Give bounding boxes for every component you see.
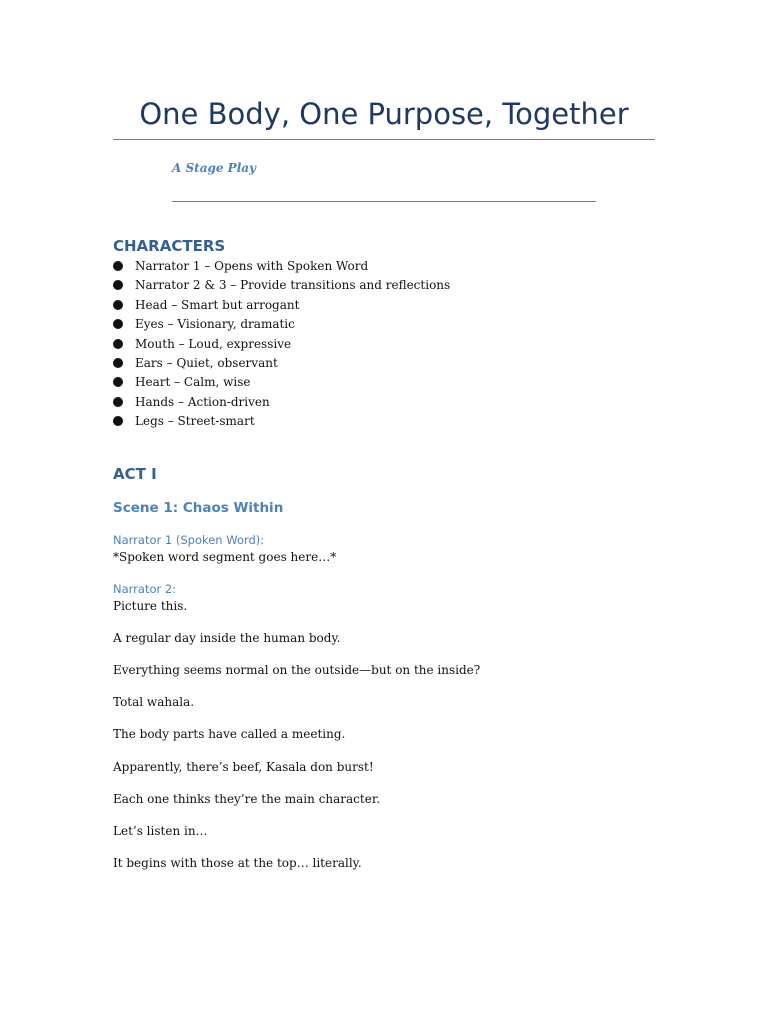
characters-heading: CHARACTERS: [113, 237, 226, 255]
document-subtitle: A Stage Play: [172, 161, 257, 175]
bullet-icon: [113, 416, 123, 426]
bullet-icon: [113, 377, 123, 387]
character-entry: Narrator 2 & 3 – Provide transitions and reflections: [135, 278, 451, 293]
character-entry: Mouth – Loud, expressive: [135, 336, 292, 351]
subtitle-underline: [172, 201, 596, 202]
bullet-icon: [113, 319, 123, 329]
bullet-icon: [113, 358, 123, 368]
dialogue-line: Let’s listen in…: [113, 824, 208, 838]
character-entry: Hands – Action-driven: [135, 394, 270, 409]
dialogue-line: Each one thinks they’re the main character.: [113, 792, 381, 806]
scene-heading: Scene 1: Chaos Within: [113, 500, 284, 516]
dialogue-line: A regular day inside the human body.: [113, 631, 341, 645]
dialogue-line: Apparently, there’s beef, Kasala don burst!: [113, 760, 374, 774]
narrator1-label: Narrator 1 (Spoken Word):: [113, 533, 265, 547]
bullet-icon: [113, 397, 123, 407]
bullet-icon: [113, 280, 123, 290]
dialogue-line: Total wahala.: [113, 695, 195, 709]
character-entry: Narrator 1 – Opens with Spoken Word: [135, 259, 369, 273]
list-item: [113, 335, 450, 354]
document-title: One Body, One Purpose, Together: [139, 97, 629, 131]
narrator2-label: Narrator 2:: [113, 582, 177, 596]
bullet-icon: [113, 339, 123, 349]
list-item: [113, 276, 450, 295]
list-item: [113, 296, 450, 315]
narrator1-text: *Spoken word segment goes here…*: [113, 550, 337, 564]
character-entry: Ears – Quiet, observant: [135, 355, 278, 370]
title-underline: [113, 139, 655, 140]
bullet-icon: [113, 261, 123, 271]
bullet-icon: [113, 300, 123, 310]
character-entry: Eyes – Visionary, dramatic: [135, 317, 295, 332]
list-item: [113, 373, 450, 392]
act-heading: ACT I: [113, 465, 157, 483]
dialogue-line: It begins with those at the top… literally.: [113, 856, 362, 870]
dialogue-line: Picture this.: [113, 599, 188, 613]
dialogue-line: The body parts have called a meeting.: [113, 727, 346, 741]
characters-list: [113, 257, 450, 432]
character-entry: Legs – Street-smart: [135, 414, 255, 429]
list-item: [113, 412, 450, 431]
list-item: [113, 257, 450, 276]
dialogue-line: Everything seems normal on the outside—but on the inside?: [113, 663, 481, 677]
character-entry: Heart – Calm, wise: [135, 375, 251, 390]
character-entry: Head – Smart but arrogant: [135, 297, 300, 312]
list-item: [113, 393, 450, 412]
list-item: [113, 315, 450, 334]
list-item: [113, 354, 450, 373]
